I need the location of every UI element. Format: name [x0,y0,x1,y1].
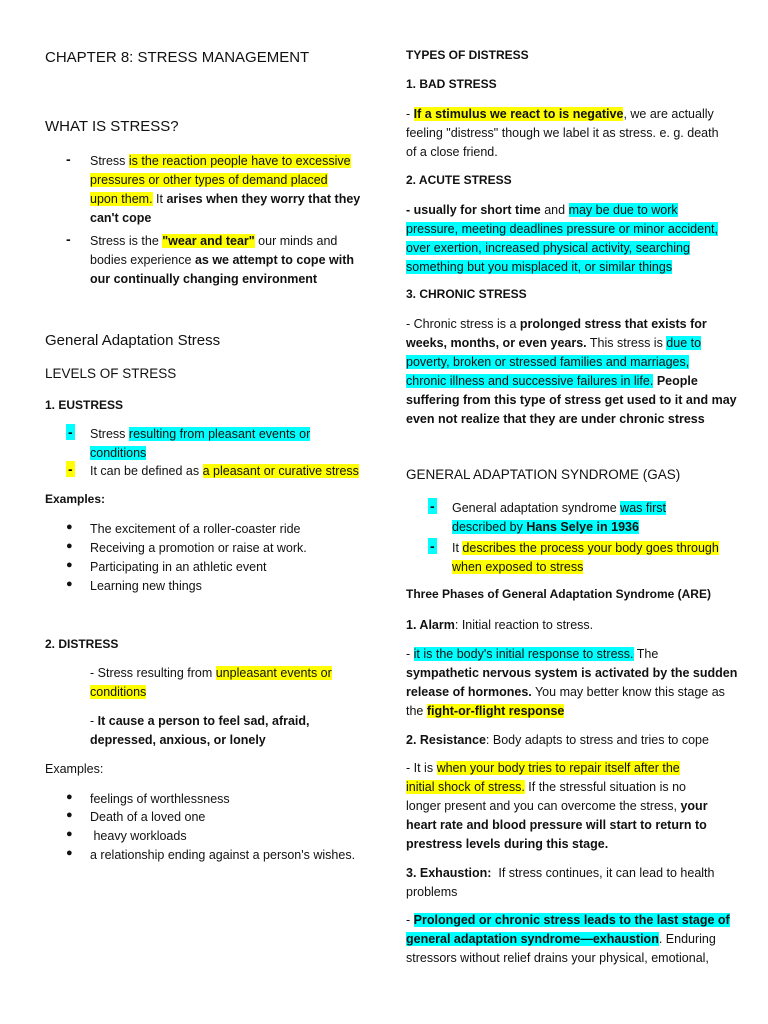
gas-item-2-cont: when exposed to stress [452,560,584,574]
chronic-line6: even not realize that they are under chronic stress [406,412,705,426]
eustress-heading: 1. EUSTRESS [45,398,124,412]
acute-line3: over exertion, increased physical activity, searching [406,241,690,255]
exh-line2: general adaptation syndrome—exhaustion. Enduring [406,932,716,946]
exhaustion-heading-cont: problems [406,885,458,899]
alarm-line3: release of hormones. You may better know this stage as [406,685,725,699]
bad-line2: feeling "distress" though we label it as stress. e. g. death [406,126,719,140]
levels-heading: LEVELS OF STRESS [45,366,177,381]
resistance-heading: 2. Resistance: Body adapts to stress and tries to cope [406,733,709,747]
acute-line4: something but you misplaced it, or similar things [406,260,673,274]
exh-line3: stressors without relief drains your physical, emotional, [406,951,709,965]
distress-item-2-cont: depressed, anxious, or lonely [90,733,266,747]
example-item: The excitement of a roller-coaster ride [90,522,301,536]
res-line4: heart rate and blood pressure will start to return to [406,818,707,832]
eustress-item-2: It can be defined as a pleasant or curative stress [90,464,359,478]
chronic-heading: 3. CHRONIC STRESS [406,287,527,301]
res-line3: longer present and you can overcome the stress, your [406,799,708,813]
acute-heading: 2. ACUTE STRESS [406,173,512,187]
def1-line1: Stress is the reaction people have to excessive [90,154,351,168]
res-line2: initial shock of stress. If the stressful situation is no [406,780,686,794]
exh-line1: - Prolonged or chronic stress leads to the last stage of [406,913,730,927]
general-adaptation-heading: General Adaptation Stress [45,332,221,349]
bad-line1: - If a stimulus we react to is negative, we are actually [406,107,714,121]
def1-line4: can't cope [90,211,152,225]
distress-item-1: - Stress resulting from unpleasant events or [90,666,332,680]
phases-heading: Three Phases of General Adaptation Syndrome (ARE) [406,587,711,601]
gas-item-2: It describes the process your body goes through [452,541,719,555]
def2-line1: Stress is the "wear and tear" our minds and [90,234,338,248]
types-heading: TYPES OF DISTRESS [406,48,529,62]
gas-heading: GENERAL ADAPTATION SYNDROME (GAS) [406,467,681,482]
def1-line2: pressures or other types of demand placed [90,173,328,187]
bullet: ● [66,559,73,571]
bullet: ● [66,521,73,533]
dash-marker: - [66,151,71,167]
dash-marker: - [66,231,71,247]
distress-item-2: - It cause a person to feel sad, afraid, [90,714,310,728]
dash-marker: - [68,424,73,440]
example-item: Participating in an athletic event [90,560,267,574]
example2-item: a relationship ending against a person's wishes. [90,848,356,862]
example-item: Receiving a promotion or raise at work. [90,541,307,555]
example2-item: Death of a loved one [90,810,206,824]
def2-line3: our continually changing environment [90,272,318,286]
example2-item: heavy workloads [90,829,187,843]
eustress-item-1-cont: conditions [90,446,147,460]
examples2-label: Examples: [45,762,104,776]
chronic-line3: poverty, broken or stressed families and marriages, [406,355,690,369]
examples-label: Examples: [45,492,106,506]
acute-line2: pressure, meeting deadlines pressure or minor accident, [406,222,718,236]
dash-marker: - [68,461,73,477]
chapter-title: CHAPTER 8: STRESS MANAGEMENT [45,49,310,66]
alarm-heading: 1. Alarm: Initial reaction to stress. [406,618,594,632]
chronic-line4: chronic illness and successive failures in life. People [406,374,698,388]
def2-line2: bodies experience as we attempt to cope with [90,253,354,267]
dash-marker: - [430,538,435,554]
bad-stress-heading: 1. BAD STRESS [406,77,497,91]
bullet: ● [66,828,73,840]
alarm-line1: - it is the body's initial response to stress. The [406,647,659,661]
dash-marker: - [430,498,435,514]
distress-item-1-cont: conditions [90,685,147,699]
exhaustion-heading: 3. Exhaustion: If stress continues, it can lead to health [406,866,715,880]
example-item: Learning new things [90,579,202,593]
what-is-stress-heading: WHAT IS STRESS? [45,118,179,135]
alarm-line4: the fight-or-flight response [406,704,565,718]
bullet: ● [66,578,73,590]
distress-heading: 2. DISTRESS [45,637,119,651]
example2-item: feelings of worthlessness [90,792,230,806]
eustress-item-1: Stress resulting from pleasant events or [90,427,311,441]
gas-item-1-cont: described by Hans Selye in 1936 [452,520,639,534]
res-line1: - It is when your body tries to repair itself after the [406,761,680,775]
chronic-line1: - Chronic stress is a prolonged stress that exists for [406,317,707,331]
bullet: ● [66,540,73,552]
bullet: ● [66,847,73,859]
gas-item-1: General adaptation syndrome was first [452,501,667,515]
def1-line3: upon them. It arises when they worry that they [90,192,361,206]
bullet: ● [66,809,73,821]
chronic-line2: weeks, months, or even years. This stress is due to [406,336,702,350]
acute-line1: - usually for short time and may be due to work [406,203,678,217]
bullet: ● [66,791,73,803]
res-line5: prestress levels during this stage. [406,837,609,851]
bad-line3: of a close friend. [406,145,498,159]
alarm-line2: sympathetic nervous system is activated by the sudden [406,666,738,680]
chronic-line5: suffering from this type of stress get used to it and may [406,393,737,407]
